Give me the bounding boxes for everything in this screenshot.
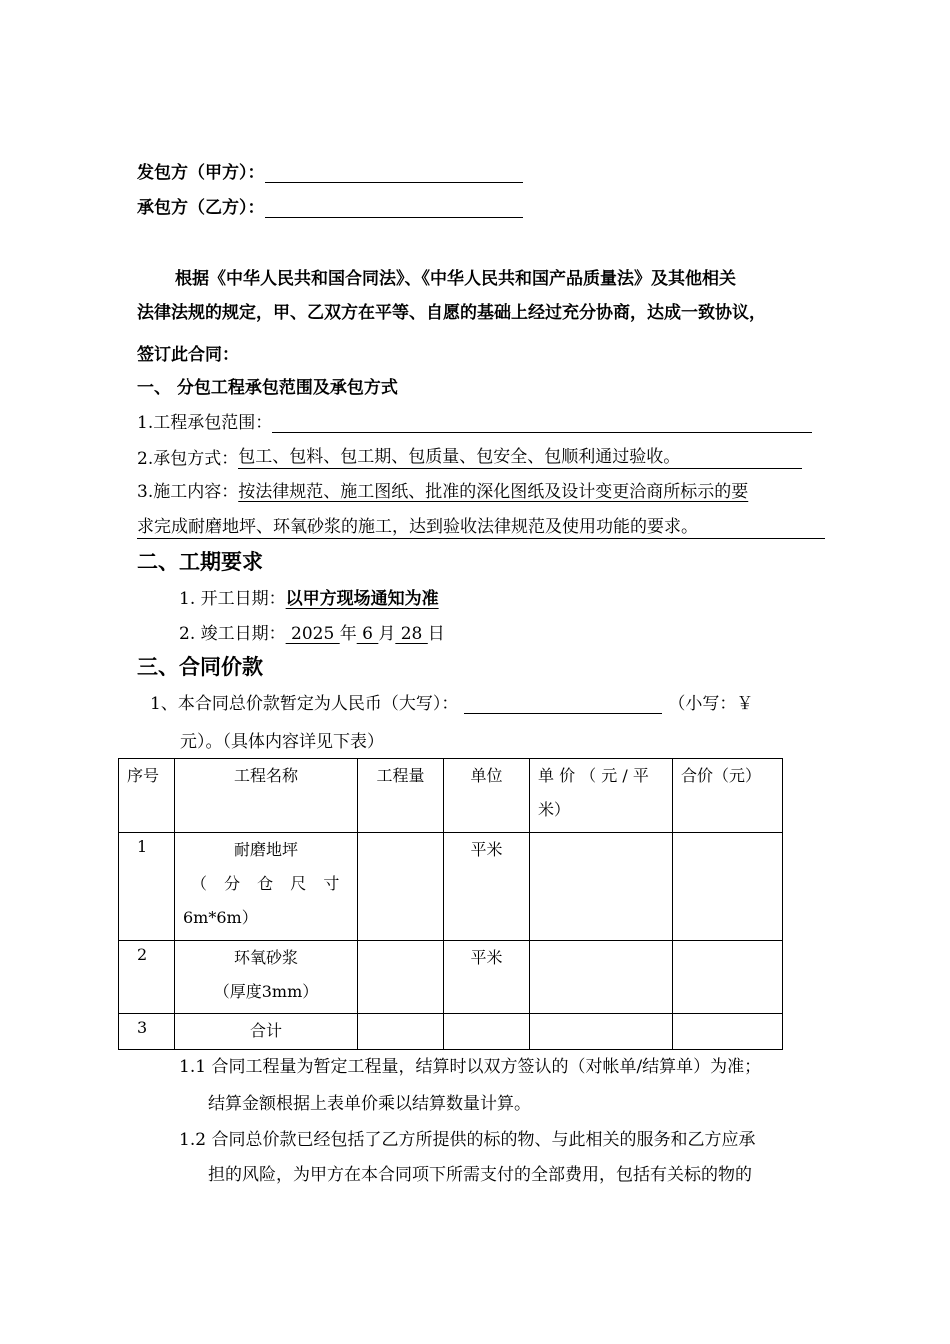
method-label: 2.承包方式：: [137, 449, 239, 469]
content-line-2: [137, 512, 825, 539]
table-row: [119, 1014, 783, 1050]
row1-qty[interactable]: [358, 833, 444, 941]
employer-line: [137, 158, 523, 183]
intro-line-2: 法律法规的规定，甲、乙双方在平等、自愿的基础上经过充分协商，达成一致协议，: [137, 303, 766, 323]
note-1-1-line-2: 结算金额根据上表单价乘以结算数量计算。: [208, 1094, 531, 1114]
end-date-label: 2. 竣工日期：: [179, 624, 286, 644]
row2-name-line-1: 环氧砂浆: [233, 948, 298, 967]
day-char: 日: [427, 624, 445, 644]
contractor-blank[interactable]: [265, 197, 523, 218]
end-day: 28: [395, 624, 428, 644]
method-line: [137, 442, 802, 469]
end-year: 2025: [285, 624, 340, 644]
header-qty: 工程量: [358, 759, 444, 833]
row2-unit: 平米: [444, 941, 530, 1014]
row3-qty[interactable]: [358, 1014, 444, 1050]
price-line-2: 元）。（具体内容详见下表）: [180, 732, 384, 752]
price-line: [150, 689, 753, 714]
row1-name: [175, 833, 358, 941]
price-label: 1、本合同总价款暂定为人民币（大写）：: [150, 694, 459, 714]
contractor-line: [137, 193, 523, 218]
row1-no: 1: [119, 833, 175, 941]
row1-name-line-1: 耐磨地坪: [233, 840, 298, 859]
price-uppercase-blank[interactable]: [464, 693, 662, 714]
section2-heading: 二、工期要求: [137, 550, 263, 574]
start-date-line: [179, 584, 439, 609]
row3-unit: [444, 1014, 530, 1050]
header-unit: 单位: [444, 759, 530, 833]
row2-name-line-2: （厚度3mm）: [213, 982, 319, 1001]
section1-heading: 一、 分包工程承包范围及承包方式: [137, 378, 398, 398]
price-table: [118, 758, 783, 1050]
scope-line: [137, 408, 812, 433]
end-month: 6: [356, 624, 379, 644]
row3-total[interactable]: [673, 1014, 783, 1050]
start-date-value: 以甲方现场通知为准: [285, 589, 439, 609]
row2-no: 2: [119, 941, 175, 1014]
content-label: 3.施工内容：: [137, 482, 239, 502]
year-char: 年: [339, 624, 357, 644]
header-total: 合价（元）: [673, 759, 783, 833]
row3-no: 3: [119, 1014, 175, 1050]
scope-blank[interactable]: [272, 412, 812, 433]
content-value-1: 按法律规范、施工图纸、批准的深化图纸及设计变更洽商所标示的要: [238, 482, 749, 502]
intro-line-3: 签订此合同：: [137, 345, 239, 365]
row1-name-line-2: （ 分 仓 尺 寸: [191, 874, 346, 893]
content-line-1: [137, 477, 748, 502]
row2-qty[interactable]: [358, 941, 444, 1014]
employer-blank[interactable]: [265, 162, 523, 183]
header-name: 工程名称: [175, 759, 358, 833]
employer-label: 发包方（甲方）：: [137, 163, 265, 183]
row1-unit: 平米: [444, 833, 530, 941]
header-no: 序号: [119, 759, 175, 833]
row1-name-line-3: 6m*6m）: [183, 908, 258, 927]
row1-unit-price[interactable]: [530, 833, 673, 941]
note-1-2-line-2: 担的风险，为甲方在本合同项下所需支付的全部费用，包括有关标的物的: [208, 1165, 752, 1185]
method-value: 包工、包料、包工期、包质量、包安全、包顺利通过验收。: [238, 442, 802, 469]
table-row: [119, 833, 783, 941]
intro-line-1: 根据《中华人民共和国合同法》、《中华人民共和国产品质量法》及其他相关: [175, 269, 736, 289]
note-1-2-line-1: 1.2 合同总价款已经包括了乙方所提供的标的物、与此相关的服务和乙方应承: [179, 1130, 756, 1150]
row2-unit-price[interactable]: [530, 941, 673, 1014]
end-date-line: [179, 619, 445, 644]
header-unit-price-line-2: 米）: [538, 800, 571, 819]
table-row: [119, 941, 783, 1014]
row3-unit-price[interactable]: [530, 1014, 673, 1050]
price-small-label: （小写：￥: [668, 694, 754, 714]
row3-name: 合计: [175, 1014, 358, 1050]
table-header-row: [119, 759, 783, 833]
month-char: 月: [378, 624, 396, 644]
row2-name: [175, 941, 358, 1014]
row1-total[interactable]: [673, 833, 783, 941]
content-value-2: 求完成耐磨地坪、环氧砂浆的施工，达到验收法律规范及使用功能的要求。: [137, 512, 825, 539]
section3-heading: 三、合同价款: [137, 655, 263, 679]
row2-total[interactable]: [673, 941, 783, 1014]
contractor-label: 承包方（乙方）：: [137, 198, 265, 218]
header-unit-price-line-1: 单 价 （ 元 / 平: [538, 766, 649, 785]
start-date-label: 1. 开工日期：: [179, 589, 286, 609]
scope-label: 1.工程承包范围：: [137, 413, 273, 433]
note-1-1-line-1: 1.1 合同工程量为暂定工程量，结算时以双方签认的（对帐单/结算单）为准；: [179, 1057, 762, 1077]
header-unit-price: [530, 759, 673, 833]
